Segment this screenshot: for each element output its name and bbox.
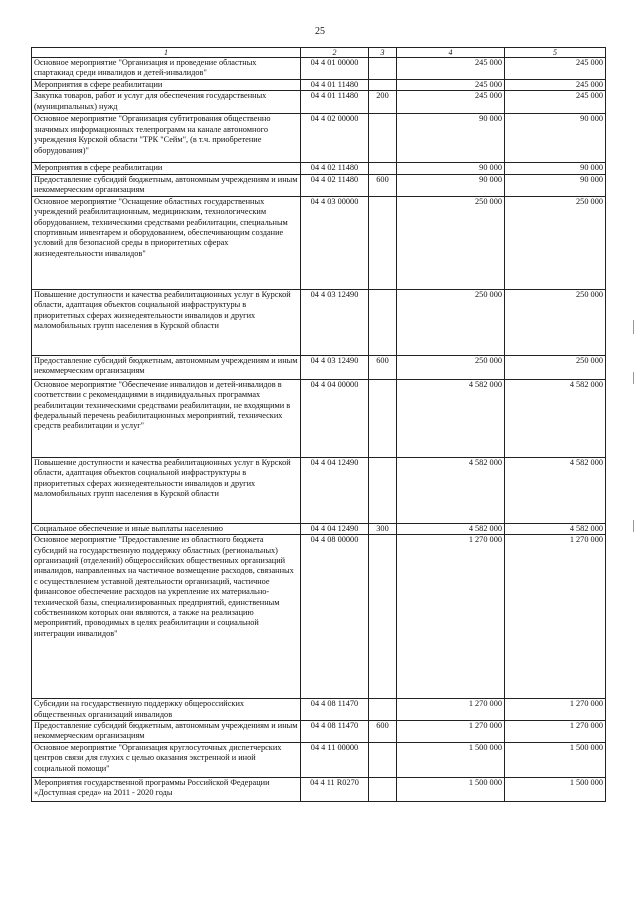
header-col-5: 5 <box>505 48 606 58</box>
row-amount-1-cell: 245 000 <box>397 91 505 114</box>
row-code-cell: 04 4 01 00000 <box>301 58 369 80</box>
table-header-row <box>32 48 606 58</box>
row-code-cell: 04 4 04 00000 <box>301 379 369 457</box>
row-expense-type-cell <box>369 196 397 289</box>
row-amount-2-cell: 250 000 <box>505 196 606 289</box>
row-expense-type-cell <box>369 58 397 80</box>
table-row <box>32 777 606 801</box>
row-amount-1-cell: 90 000 <box>397 163 505 174</box>
row-code-cell: 04 4 03 00000 <box>301 196 369 289</box>
budget-table <box>31 47 606 802</box>
margin-mark <box>633 320 634 334</box>
row-name-cell: Социальное обеспечение и иные выплаты населению <box>32 523 301 534</box>
row-name-cell: Мероприятия государственной программы Российской Федерации «Доступная среда» на 2011 - 2020 годы <box>32 777 301 801</box>
row-code-cell: 04 4 02 11480 <box>301 174 369 196</box>
margin-mark <box>633 520 634 532</box>
table-row <box>32 721 606 743</box>
row-name-cell: Мероприятия в сфере реабилитации <box>32 163 301 174</box>
row-amount-1-cell: 250 000 <box>397 355 505 379</box>
header-col-3: 3 <box>369 48 397 58</box>
table-row <box>32 58 606 80</box>
row-expense-type-cell: 300 <box>369 523 397 534</box>
row-name-cell: Предоставление субсидий бюджетным, автономным учреждениям и иным некоммерческим организациям <box>32 355 301 379</box>
row-name-cell: Закупка товаров, работ и услуг для обеспечения государственных (муниципальных) нужд <box>32 91 301 114</box>
row-code-cell: 04 4 04 12490 <box>301 523 369 534</box>
row-code-cell: 04 4 08 11470 <box>301 699 369 721</box>
row-name-cell: Повышение доступности и качества реабилитационных услуг в Курской области, адаптация объектов социальной инфраструктуры в приоритетных сферах жизнедеятельности инвалидов и других маломобильных групп населения в Курской области <box>32 457 301 523</box>
row-expense-type-cell: 600 <box>369 174 397 196</box>
row-expense-type-cell <box>369 80 397 91</box>
row-expense-type-cell <box>369 114 397 163</box>
table-row <box>32 80 606 91</box>
row-expense-type-cell <box>369 289 397 355</box>
row-amount-2-cell: 1 270 000 <box>505 721 606 743</box>
row-expense-type-cell <box>369 699 397 721</box>
row-name-cell: Повышение доступности и качества реабилитационных услуг в Курской области, адаптация объектов социальной инфраструктуры в приоритетных сферах жизнедеятельности инвалидов и других маломобильных групп населения в Курской области <box>32 289 301 355</box>
row-expense-type-cell <box>369 457 397 523</box>
row-expense-type-cell: 200 <box>369 91 397 114</box>
header-col-1: 1 <box>32 48 301 58</box>
row-code-cell: 04 4 01 11480 <box>301 91 369 114</box>
row-amount-1-cell: 250 000 <box>397 196 505 289</box>
row-amount-1-cell: 250 000 <box>397 289 505 355</box>
row-amount-2-cell: 1 500 000 <box>505 777 606 801</box>
row-amount-1-cell: 1 500 000 <box>397 777 505 801</box>
table-row <box>32 742 606 777</box>
row-code-cell: 04 4 11 00000 <box>301 742 369 777</box>
row-code-cell: 04 4 08 11470 <box>301 721 369 743</box>
row-code-cell: 04 4 08 00000 <box>301 535 369 699</box>
row-name-cell: Основное мероприятие "Оснащение областных государственных учреждений реабилитационным, медицинским, технологическим оборудованием, техническими средствами реабилитации, специальным спортивным инвентарем и оборудованием, обеспечивающим создание условий для безопасной среды в приоритетных сферах жизнедеятельности инвалидов" <box>32 196 301 289</box>
row-amount-1-cell: 245 000 <box>397 80 505 91</box>
row-code-cell: 04 4 04 12490 <box>301 457 369 523</box>
row-name-cell: Субсидии на государственную поддержку общероссийских общественных организаций инвалидов <box>32 699 301 721</box>
row-expense-type-cell <box>369 163 397 174</box>
row-amount-1-cell: 90 000 <box>397 114 505 163</box>
row-code-cell: 04 4 02 11480 <box>301 163 369 174</box>
row-amount-2-cell: 90 000 <box>505 163 606 174</box>
row-expense-type-cell <box>369 777 397 801</box>
table-row <box>32 163 606 174</box>
row-expense-type-cell: 600 <box>369 355 397 379</box>
row-name-cell: Мероприятия в сфере реабилитации <box>32 80 301 91</box>
row-code-cell: 04 4 03 12490 <box>301 355 369 379</box>
row-amount-1-cell: 4 582 000 <box>397 379 505 457</box>
margin-mark <box>633 372 634 384</box>
page-number: 25 <box>315 26 325 37</box>
row-amount-2-cell: 4 582 000 <box>505 523 606 534</box>
row-amount-1-cell: 245 000 <box>397 58 505 80</box>
row-name-cell: Основное мероприятие "Организация субтитрования общественно значимых информационных телепрограмм на канале автономного учреждения Курской области "ТРК "Сейм", (в т.ч. приобретение оборудования)" <box>32 114 301 163</box>
row-amount-1-cell: 1 270 000 <box>397 721 505 743</box>
row-amount-2-cell: 1 270 000 <box>505 699 606 721</box>
table-row <box>32 196 606 289</box>
row-code-cell: 04 4 11 R0270 <box>301 777 369 801</box>
header-col-4: 4 <box>397 48 505 58</box>
row-code-cell: 04 4 03 12490 <box>301 289 369 355</box>
row-name-cell: Предоставление субсидий бюджетным, автономным учреждениям и иным некоммерческим организациям <box>32 174 301 196</box>
row-amount-2-cell: 245 000 <box>505 80 606 91</box>
row-amount-2-cell: 245 000 <box>505 58 606 80</box>
row-amount-2-cell: 4 582 000 <box>505 379 606 457</box>
row-code-cell: 04 4 02 00000 <box>301 114 369 163</box>
table-row <box>32 535 606 699</box>
table-row <box>32 289 606 355</box>
row-expense-type-cell <box>369 742 397 777</box>
table-row <box>32 174 606 196</box>
row-amount-2-cell: 250 000 <box>505 355 606 379</box>
row-expense-type-cell <box>369 379 397 457</box>
row-amount-2-cell: 1 270 000 <box>505 535 606 699</box>
header-col-2: 2 <box>301 48 369 58</box>
row-name-cell: Основное мероприятие "Организация круглосуточных диспетчерских центров связи для глухих с целью оказания экстренной и иной социальной помощи" <box>32 742 301 777</box>
row-amount-2-cell: 1 500 000 <box>505 742 606 777</box>
row-code-cell: 04 4 01 11480 <box>301 80 369 91</box>
row-amount-2-cell: 245 000 <box>505 91 606 114</box>
row-name-cell: Основное мероприятие "Организация и проведение областных спартакиад среди инвалидов и детей-инвалидов" <box>32 58 301 80</box>
table-row <box>32 457 606 523</box>
row-expense-type-cell: 600 <box>369 721 397 743</box>
table-row <box>32 523 606 534</box>
row-amount-1-cell: 4 582 000 <box>397 523 505 534</box>
row-expense-type-cell <box>369 535 397 699</box>
row-amount-2-cell: 90 000 <box>505 174 606 196</box>
row-name-cell: Предоставление субсидий бюджетным, автономным учреждениям и иным некоммерческим организациям <box>32 721 301 743</box>
table-row <box>32 91 606 114</box>
table-row <box>32 114 606 163</box>
table-row <box>32 699 606 721</box>
row-amount-2-cell: 4 582 000 <box>505 457 606 523</box>
row-amount-1-cell: 1 270 000 <box>397 699 505 721</box>
row-name-cell: Основное мероприятие "Предоставление из областного бюджета субсидий на государственную поддержку областных (региональных) организаций (отделений) общероссийских общественных организаций инвалидов, направленных на частичное возмещение расходов, связанных с осуществлением уставной деятельности организаций, частичное финансовое обеспечение расходов на укрепление их материально-технической базы, специализированных предприятий, единственным собственником которых они являются, а также на реализацию мероприятий, проводимых в целях реабилитации и социальной интеграции инвалидов" <box>32 535 301 699</box>
row-amount-2-cell: 250 000 <box>505 289 606 355</box>
row-amount-1-cell: 1 270 000 <box>397 535 505 699</box>
row-name-cell: Основное мероприятие "Обеспечение инвалидов и детей-инвалидов в соответствии с рекомендациями в индивидуальных программах реабилитации техническими средствами реабилитации, не входящими в федеральный перечень реабилитационных мероприятий, технических средств реабилитации и услуг" <box>32 379 301 457</box>
row-amount-1-cell: 4 582 000 <box>397 457 505 523</box>
row-amount-1-cell: 1 500 000 <box>397 742 505 777</box>
table-row <box>32 355 606 379</box>
row-amount-1-cell: 90 000 <box>397 174 505 196</box>
row-amount-2-cell: 90 000 <box>505 114 606 163</box>
table-row <box>32 379 606 457</box>
